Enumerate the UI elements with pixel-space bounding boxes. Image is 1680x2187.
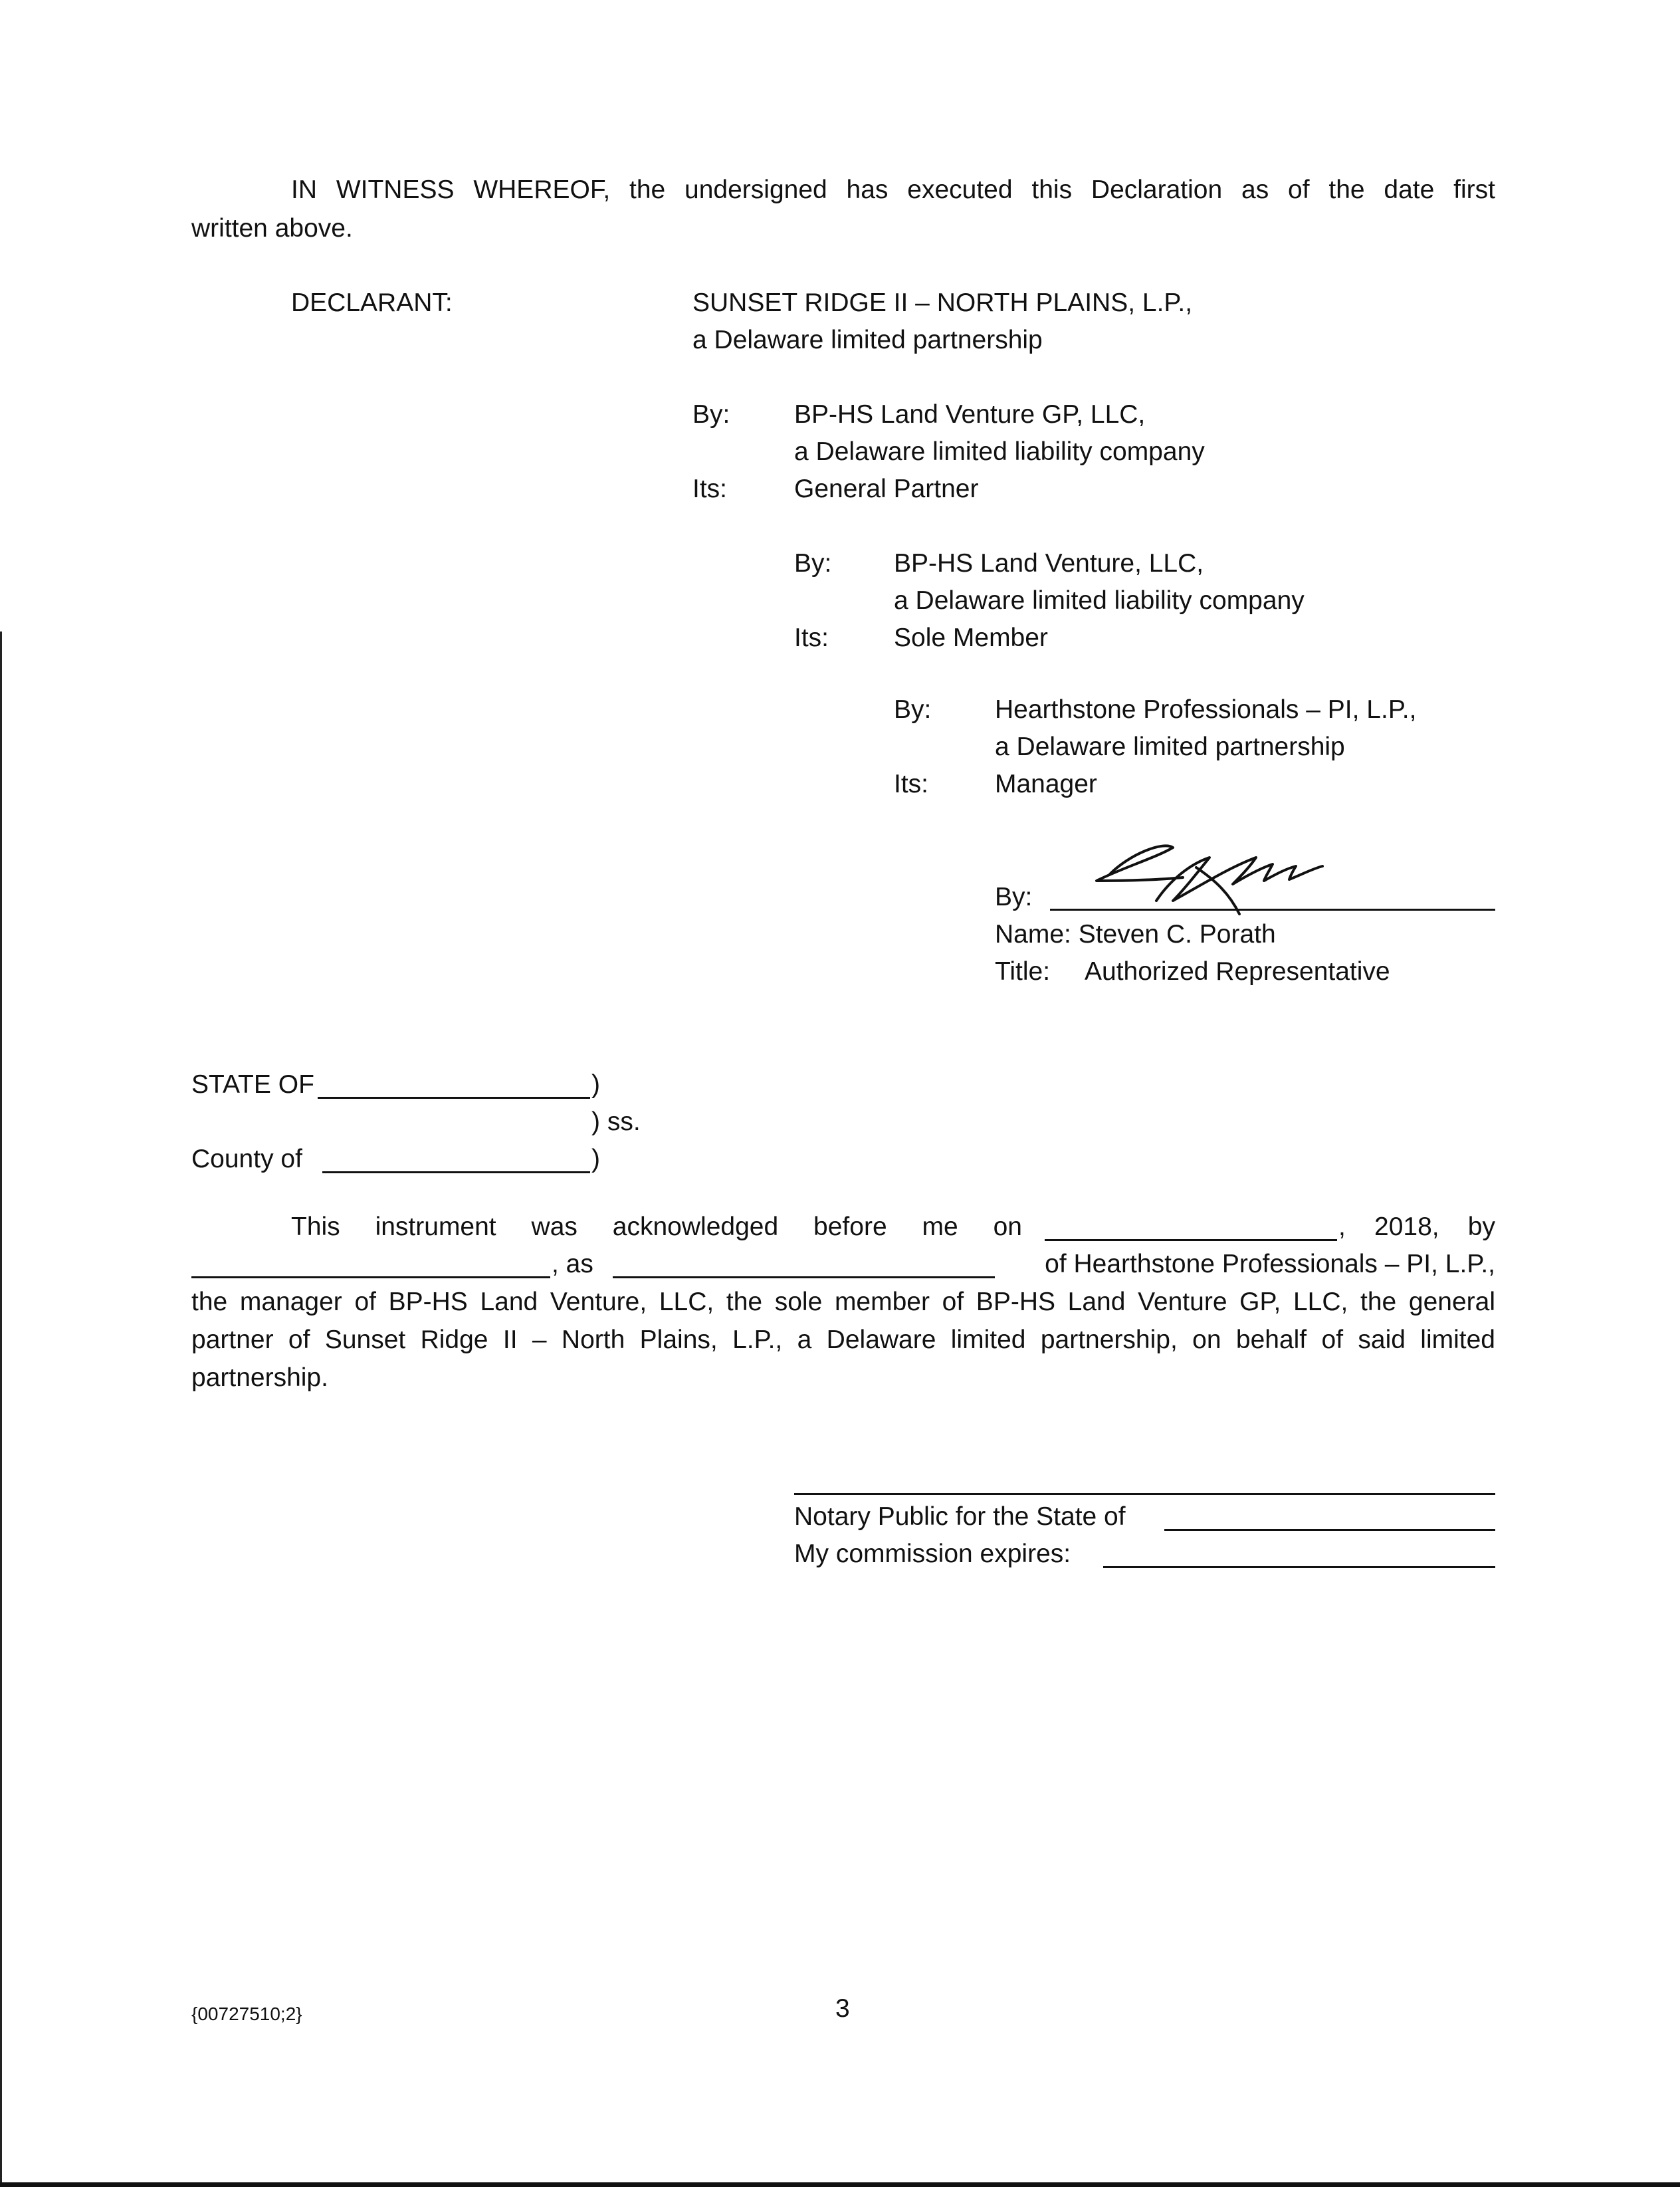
- level3-type: a Delaware limited partnership: [995, 733, 1345, 761]
- ack-line2-as: , as: [552, 1250, 593, 1278]
- signature-by-label: By:: [995, 883, 1033, 911]
- ss-label: ) ss.: [591, 1107, 641, 1136]
- level2-its-label: Its:: [794, 624, 829, 652]
- notary-state-blank: [1164, 1529, 1495, 1531]
- signature-line: [1050, 909, 1495, 911]
- ack-name-blank: [191, 1276, 550, 1278]
- declarant-entity-type: a Delaware limited partnership: [692, 326, 1043, 354]
- witness-line-2: written above.: [191, 214, 353, 243]
- notary-signature-line: [794, 1493, 1495, 1495]
- level1-role: General Partner: [794, 475, 979, 503]
- signatory-title-label: Title:: [995, 957, 1051, 986]
- level3-its-label: Its:: [894, 770, 929, 798]
- level1-type: a Delaware limited liability company: [794, 437, 1205, 466]
- level2-type: a Delaware limited liability company: [894, 586, 1305, 615]
- level3-role: Manager: [995, 770, 1097, 798]
- declarant-entity: SUNSET RIDGE II – NORTH PLAINS, L.P.,: [692, 288, 1193, 317]
- scan-edge-left: [0, 632, 2, 2187]
- scan-edge-bottom: [0, 2182, 1680, 2187]
- level2-role: Sole Member: [894, 624, 1048, 652]
- declarant-label: DECLARANT:: [291, 288, 453, 317]
- county-of-label: County of: [191, 1145, 302, 1173]
- ack-line2-entity: of Hearthstone Professionals – PI, L.P.,: [1045, 1250, 1495, 1278]
- level2-by-label: By:: [794, 549, 832, 578]
- level1-name: BP-HS Land Venture GP, LLC,: [794, 400, 1146, 429]
- document-id: {00727510;2}: [191, 2004, 302, 2024]
- state-of-label: STATE OF: [191, 1070, 314, 1099]
- ack-title-blank: [613, 1276, 995, 1278]
- ack-paragraph-rest: the manager of BP-HS Land Venture, LLC, the sole member of BP-HS Land Venture GP, LLC, the general partner of Sunset Ridge II – North Plains, L.P., a Delaware limited partnership, on behalf of said limited partnership.: [191, 1288, 1495, 1392]
- ack-line1-year: , 2018, by: [1338, 1212, 1495, 1241]
- notary-commission-line: My commission expires:: [794, 1540, 1071, 1568]
- handwritten-signature: [1057, 828, 1329, 921]
- level2-name: BP-HS Land Venture, LLC,: [894, 549, 1204, 578]
- county-paren: ): [591, 1145, 600, 1173]
- state-paren: ): [591, 1070, 600, 1099]
- page-number: 3: [835, 1994, 850, 2023]
- witness-line-1: IN WITNESS WHEREOF, the undersigned has executed this Declaration as of the date first: [291, 175, 1495, 204]
- level3-by-label: By:: [894, 695, 932, 724]
- level1-by-label: By:: [692, 400, 730, 429]
- notary-commission-blank: [1103, 1566, 1495, 1568]
- state-of-blank: [318, 1097, 590, 1099]
- level1-its-label: Its:: [692, 475, 728, 503]
- ack-date-blank: [1045, 1239, 1337, 1241]
- notary-state-line: Notary Public for the State of: [794, 1502, 1126, 1531]
- ack-line1-text: This instrument was acknowledged before me on: [291, 1212, 1022, 1241]
- signatory-title: Authorized Representative: [1085, 957, 1390, 986]
- signatory-name: Name: Steven C. Porath: [995, 920, 1276, 949]
- county-of-blank: [322, 1171, 590, 1173]
- level3-name: Hearthstone Professionals – PI, L.P.,: [995, 695, 1417, 724]
